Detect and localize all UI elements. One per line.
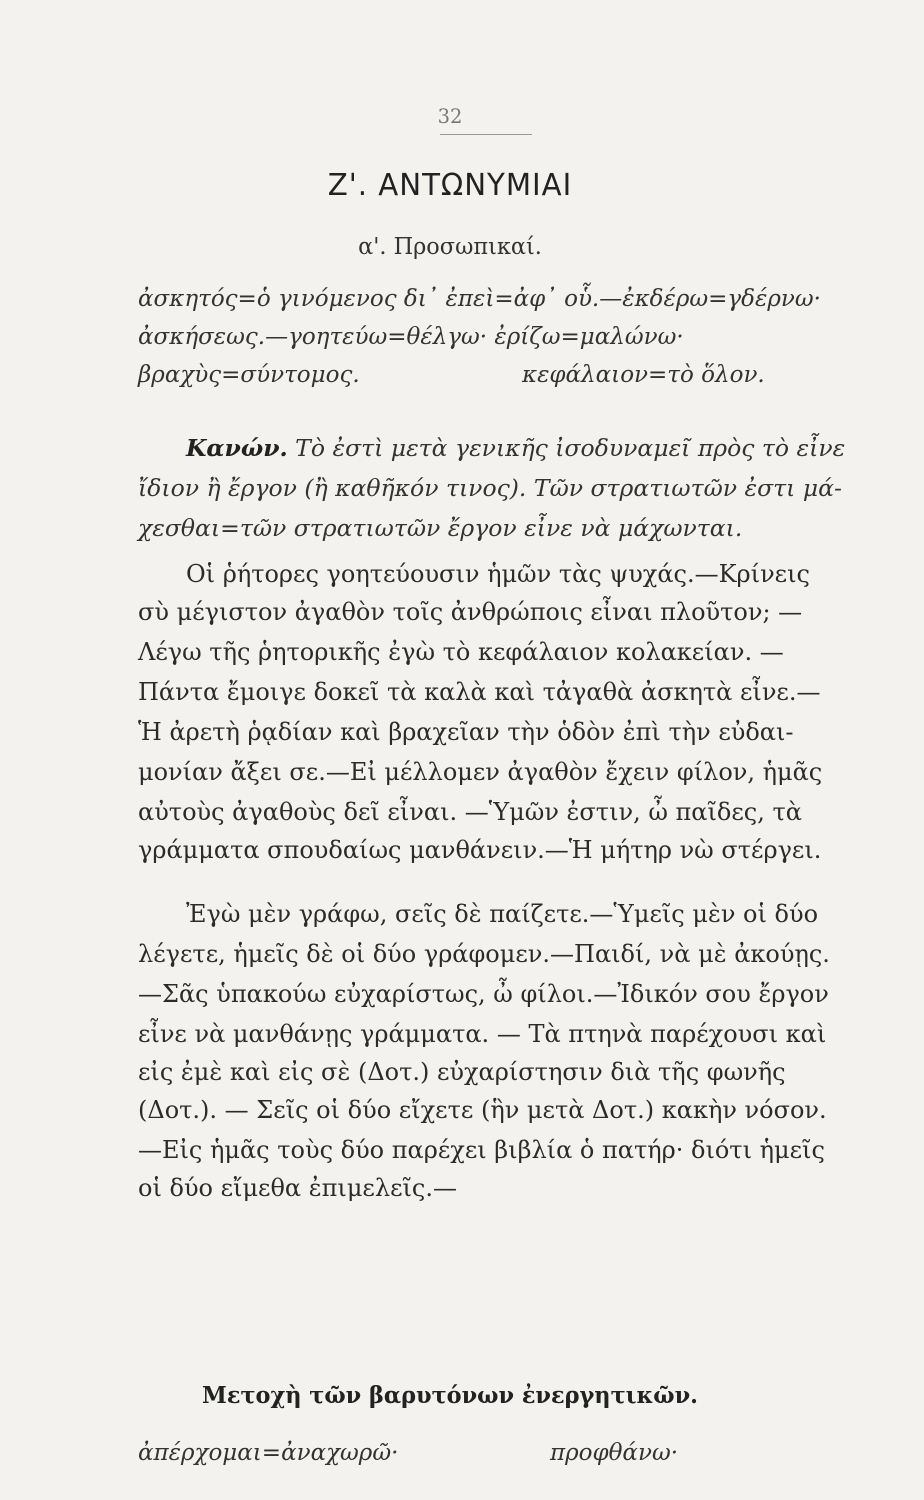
text-line: οἱ δύο εἴμεθα ἐπιμελεῖς.—: [138, 1174, 457, 1202]
glossary-line: κεφάλαιον=τὸ ὅλον.: [522, 362, 765, 388]
text-line: αὐτοὺς ἀγαθοὺς δεῖ εἶναι. —Ὑμῶν ἐστιν, ὦ παῖδες, τὰ: [138, 798, 802, 826]
rule-text: Τῶν στρατιωτῶν ἐστι μά-: [533, 474, 842, 502]
text-line: Οἱ ῥήτορες γοητεύουσιν ἡμῶν τὰς ψυχάς.—Κρίνεις: [186, 560, 810, 588]
text-line: Πάντα ἔμοιγε δοκεῖ τὰ καλὰ καὶ τἀγαθὰ ἀσκητὰ εἶνε.—: [138, 678, 821, 706]
text-line: Ἐγὼ μὲν γράφω, σεῖς δὲ παίζετε.—Ὑμεῖς μὲν οἱ δύο: [186, 900, 819, 928]
rule-line: [186, 434, 845, 462]
rule-text: Τὸ ἐστὶ μετὰ γενικῆς ἰσοδυναμεῖ πρὸς τὸ εἶνε: [295, 434, 846, 462]
text-line: εἶνε νὰ μανθάνῃς γράμματα. — Τὰ πτηνὰ παρέχουσι καὶ: [138, 1020, 827, 1048]
text-line: Λέγω τῆς ῥητορικῆς ἐγὼ τὸ κεφάλαιον κολακείαν. —: [138, 638, 784, 666]
rule-lead: Κανών.: [186, 434, 288, 462]
page-number-rule: [440, 134, 532, 135]
subheading: Μετοχὴ τῶν βαρυτόνων ἐνεργητικῶν.: [202, 1382, 698, 1409]
rule-text: ἴδιον ἢ ἔργον (ἢ καθῆκόν τινος).: [138, 474, 527, 502]
glossary-line: ἀπέρχομαι=ἀναχωρῶ·: [138, 1440, 399, 1466]
text-line: (Δοτ.). — Σεῖς οἱ δύο εἴχετε (ἣν μετὰ Δοτ.) κακὴν νόσον.: [138, 1096, 827, 1124]
text-line: γράμματα σπουδαίως μανθάνειν.—Ἡ μήτηρ νὼ στέργει.: [138, 836, 822, 864]
glossary-line: ἀσκήσεως.—γοητεύω=θέλγω· ἐρίζω=μαλώνω·: [138, 324, 684, 350]
text-line: μονίαν ἄξει σε.—Εἰ μέλλομεν ἀγαθὸν ἔχειν φίλον, ἡμᾶς: [138, 758, 823, 786]
page-number: 32: [437, 104, 463, 128]
glossary-line: ἀσκητός=ὁ γινόμενος δι᾽ ἐπεὶ=ἀφ᾽ οὗ.—ἐκδέρω=γδέρνω·: [138, 286, 821, 312]
rule-text: χεσθαι=τῶν στρατιωτῶν ἔργον εἶνε νὰ μάχωνται.: [138, 514, 743, 542]
text-line: —Εἰς ἡμᾶς τοὺς δύο παρέχει βιβλία ὁ πατήρ· διότι ἡμεῖς: [138, 1136, 825, 1164]
text-line: εἰς ἐμὲ καὶ εἰς σὲ (Δοτ.) εὐχαρίστησιν διὰ τῆς φωνῆς: [138, 1058, 786, 1086]
glossary-line: προφθάνω·: [550, 1440, 679, 1466]
rule-line: [138, 474, 842, 502]
text-line: λέγετε, ἡμεῖς δὲ οἱ δύο γράφομεν.—Παιδί, νὰ μὲ ἀκούῃς.: [138, 940, 830, 968]
glossary-line: βραχὺς=σύντομος.: [138, 362, 360, 388]
text-line: σὺ μέγιστον ἀγαθὸν τοῖς ἀνθρώποις εἶναι πλοῦτον; —: [138, 598, 803, 626]
chapter-title: Ζ'. ΑΝΤΩΝΥΜΙΑΙ: [327, 168, 573, 203]
section-title: α'. Προσωπικαί.: [358, 234, 542, 260]
text-line: —Σᾶς ὑπακούω εὐχαρίστως, ὦ φίλοι.—Ἰδικόν σου ἔργον: [138, 980, 829, 1008]
text-line: Ἡ ἀρετὴ ῥᾳδίαν καὶ βραχεῖαν τὴν ὁδὸν ἐπὶ τὴν εὐδαι-: [138, 718, 794, 746]
